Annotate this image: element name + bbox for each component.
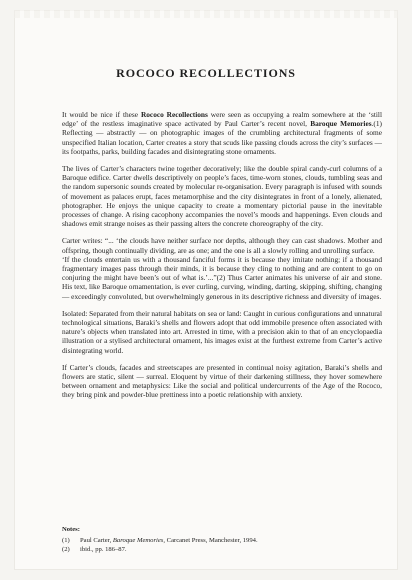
note-text-italic: Baroque Memories [112, 537, 164, 545]
page-title: ROCOCO RECOLLECTIONS [116, 66, 296, 80]
notes-section [62, 525, 382, 555]
note-text [80, 536, 258, 545]
note-text [80, 545, 127, 554]
paragraph-1 [62, 110, 382, 156]
paragraph-1-bold-novel: Baroque Memories [310, 119, 372, 129]
body-text [62, 110, 382, 408]
paragraph-1-pre: It would be nice if these [62, 110, 141, 119]
note-text-pre: Paul Carter, [80, 537, 113, 545]
paragraph-3: Carter writes: “... ‘the clouds have neither surface nor depths, although they can cast shadows. Mother and offspring, though continually dividing, are as one; and the one is all a slowly rolling and unrolling surface. [62, 236, 382, 255]
note-number: (2) [62, 546, 70, 554]
notes-heading: Notes: [62, 526, 80, 533]
note-item [62, 545, 382, 554]
paragraph-1-post: .(1) Reflecting — abstractly — on photographic images of the crumbling architectural fragments of some unspecified Italian location, Carter creates a story that scuds like passing clouds across the city’s surfaces — its footpaths, parks, building facades and disintegrating stone ornaments. [62, 119, 382, 156]
paragraph-1-mid: were seen as occupying a realm somewhere at the ‘still edge’ of the restless imaginative space activated by Paul Carter’s recent novel, [62, 110, 382, 129]
note-text-post: , Carcanet Press, Manchester, 1994. [163, 537, 258, 545]
paragraph-5: Isolated: Separated from their natural habitats on sea or land: Caught in curious configurations and unnatural technological situations, Baraki’s shells and flowers adopt that odd immobile presence often associated with nature’s objects when translated into art. Arrested in time, with a precision akin to that of an encyclopaedia illustration or a stylised architectural ornament, his images exist at the furthest extreme from Carter’s active disintegrating world. [62, 308, 382, 355]
paragraph-2: The lives of Carter’s characters twine together decoratively; like the double spiral candy-curl columns of a Baroque edifice. Carter dwells descriptively on people’s faces, time-worn stones, clouds, tumbling seas and the random supersonic sounds created by molecular re-organisation. Every paragraph is infused with sounds of movement as palaces erupt, faces metamorphise and the city disintegrates in front of a lonely, alienated, photographer. He enjoys the unique capacity to create a momentary pictorial pause in the inevitable processes of change. A rising cacophony accompanies the novel’s moods and happenings. Even clouds and shadows emit strange noises as their passing alters the concrete choreography of the city. [62, 164, 382, 229]
note-text-pre: ibid., pp. 186–87. [80, 546, 127, 554]
paragraph-1-bold-title: Rococo Recollections [140, 110, 208, 119]
paragraph-4: ‘If the clouds entertain us with a thousand fanciful forms it is because they imitate nothing; if a thousand fragmentary images pass through their minds, it is because they cling to nothing and are content to go on conjuring the might have been’s out of what is.’...”(2) Thus Carter animates his universe of air and stone. His text, like Baroque ornamentation, is ever curling, curving, winding, darting, skipping, shifting, changing — exceedingly convoluted, but overwhelmingly generous in its descriptive richness and diversity of images. [62, 254, 382, 301]
note-number: (1) [62, 537, 70, 545]
torn-edge [14, 10, 398, 18]
paragraph-6: If Carter’s clouds, facades and streetscapes are presented in continual noisy agitation, Baraki’s shells and flowers are static, silent — surreal. Eloquent by virtue of their darkening stillness, they hover somewhere between ornament and metaphysics: Like the social and political undercurrents of the Age of the Rococo, they bring pink and powder-blue prettiness into a poetic relationship with anxiety. [62, 362, 382, 400]
note-item [62, 536, 382, 545]
document-page [14, 10, 398, 570]
